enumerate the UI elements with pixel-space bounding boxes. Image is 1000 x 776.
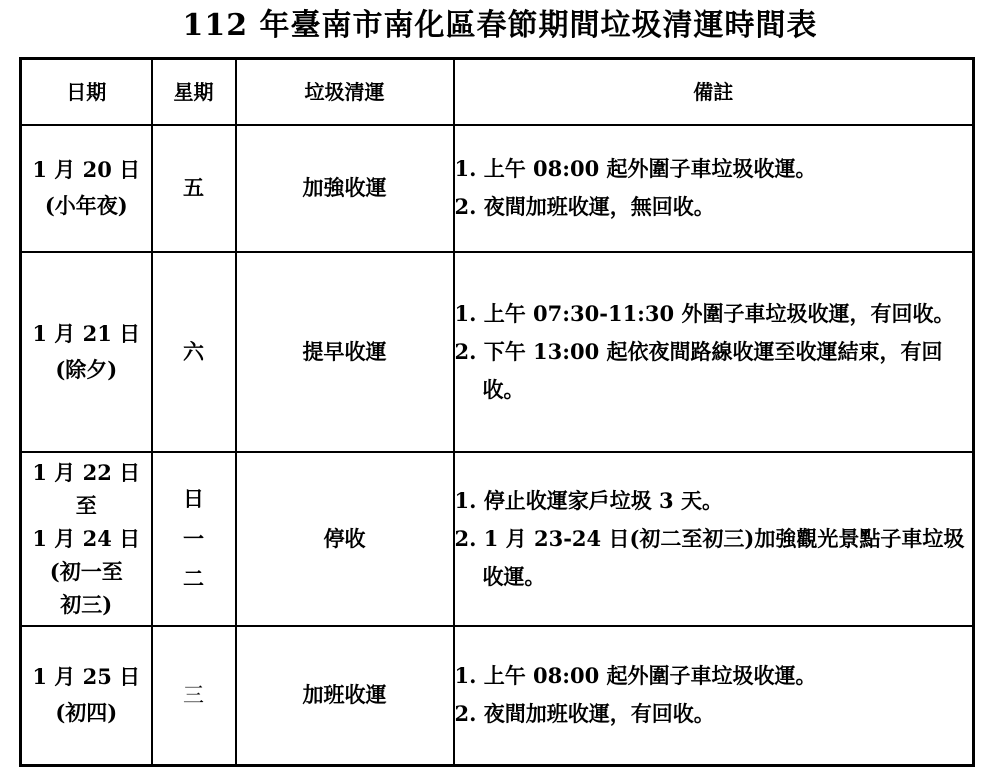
date-line: (小年夜)	[44, 193, 128, 218]
collection-cell: 加強收運	[236, 125, 454, 252]
note-item: 2. 1 月 23-24 日(初二至初三)加強觀光景點子車垃圾收運。	[454, 525, 965, 589]
weekday-line: 一	[183, 525, 204, 551]
notes-cell	[454, 125, 974, 252]
weekday-cell	[152, 626, 236, 766]
weekday-line: 二	[183, 565, 204, 591]
header-row	[21, 59, 974, 125]
date-line: 初三)	[60, 592, 113, 617]
table-row	[21, 125, 974, 252]
date-line: 1 月 24 日	[32, 526, 141, 551]
note-item: 2. 夜間加班收運，有回收。	[454, 701, 715, 727]
table-row	[21, 252, 974, 452]
collection-cell: 提早收運	[236, 252, 454, 452]
notes-cell	[454, 626, 974, 766]
notes-cell	[454, 452, 974, 626]
collection-cell: 停收	[236, 452, 454, 626]
weekday-line: 六	[183, 338, 204, 364]
date-line: 1 月 21 日	[32, 320, 141, 346]
table-row	[21, 626, 974, 766]
table-row	[21, 452, 974, 626]
date-cell	[21, 125, 152, 252]
note-item: 2. 下午 13:00 起依夜間路線收運至收運結束，有回收。	[454, 338, 943, 402]
note-item: 2. 夜間加班收運，無回收。	[454, 194, 715, 219]
weekday-cell	[152, 252, 236, 452]
weekday-cell	[152, 452, 236, 626]
note-item: 1. 上午 08:00 起外圍子車垃圾收運。	[454, 156, 817, 181]
date-line: 1 月 20 日	[32, 157, 141, 182]
date-line: (初一至	[49, 559, 123, 584]
date-line: 至	[75, 493, 97, 518]
note-item: 1. 上午 07:30-11:30 外圍子車垃圾收運，有回收。	[454, 300, 955, 326]
date-line: 1 月 25 日	[32, 664, 141, 690]
page-title: 112 年臺南市南化區春節期間垃圾清運時間表	[182, 8, 818, 43]
date-cell	[21, 252, 152, 452]
weekday-cell	[152, 125, 236, 252]
date-line: 1 月 22 日	[32, 460, 141, 485]
weekday-line: 五	[183, 175, 204, 200]
header-notes: 備註	[454, 59, 974, 125]
date-line: (初四)	[55, 700, 118, 726]
notes-cell	[454, 252, 974, 452]
weekday-line: 日	[183, 485, 204, 511]
note-item: 1. 上午 08:00 起外圍子車垃圾收運。	[454, 663, 817, 689]
header-date: 日期	[21, 59, 152, 125]
note-item: 1. 停止收運家戶垃圾 3 天。	[454, 487, 723, 513]
date-cell	[21, 626, 152, 766]
header-collection: 垃圾清運	[236, 59, 454, 125]
header-weekday: 星期	[152, 59, 236, 125]
collection-cell: 加班收運	[236, 626, 454, 766]
schedule-table	[19, 57, 975, 767]
date-line: (除夕)	[55, 356, 118, 382]
weekday-line: 三	[183, 683, 204, 708]
date-cell	[21, 452, 152, 626]
